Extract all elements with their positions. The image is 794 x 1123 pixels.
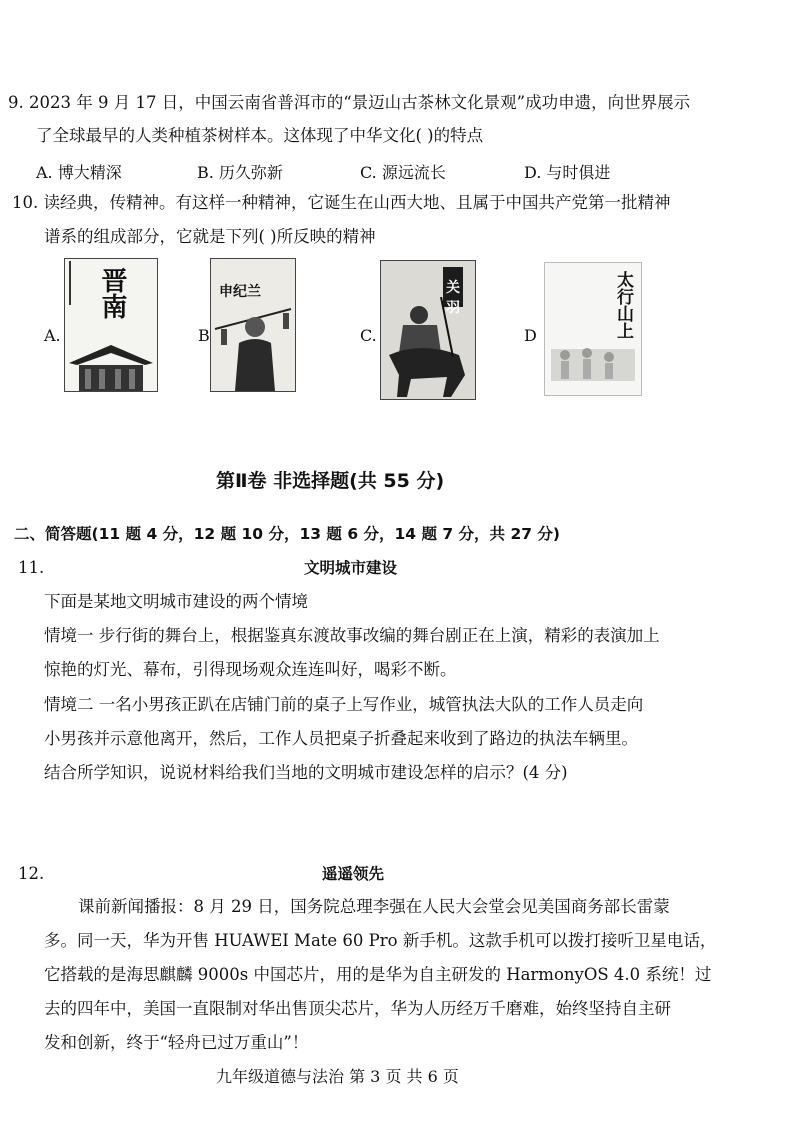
q9-option-b: B. 历久弥新 (197, 163, 283, 182)
q9-line1: 9. 2023 年 9 月 17 日，中国云南省普洱市的“景迈山古茶林文化景观”成功申遗，向世界展示 (8, 93, 691, 112)
soldiers-sketch-image (545, 333, 641, 395)
q11-question: 结合所学知识，说说材料给我们当地的文明城市建设怎样的启示？(4 分) (44, 763, 568, 782)
q9-option-d: D. 与时俱进 (524, 163, 611, 182)
q9-option-a: A. 博大精深 (36, 163, 122, 182)
q11-title: 文明城市建设 (304, 559, 398, 577)
q12-line3: 它搭载的是海思麒麟 9000s 中国芯片，用的是华为自主研发的 HarmonyOS 4.0 系统！过 (44, 965, 712, 984)
q10-line2: 谱系的组成部分，它就是下列( )所反映的精神 (44, 227, 376, 246)
warrior-on-horse-image (381, 297, 475, 399)
q12-line4: 去的四年中，美国一直限制对华出售顶尖芯片，华为人历经万千磨难，始终坚持自主研 (44, 999, 671, 1018)
q12-number: 12. (18, 864, 45, 883)
q9-option-c: C. 源远流长 (360, 163, 446, 182)
q10-line1: 10. 读经典，传精神。有这样一种精神，它诞生在山西大地、且属于中国共产党第一批精神 (12, 193, 671, 212)
temple-roof-image (65, 339, 157, 391)
book-cover-taihang (544, 262, 642, 396)
q9-line2: 了全球最早的人类种植茶树样本。这体现了中华文化( )的特点 (36, 126, 484, 145)
portrait-image (211, 303, 295, 391)
q10-option-c-label: C. (360, 326, 377, 345)
q12-title: 遥遥领先 (322, 865, 385, 883)
book-cover-guan-yu (380, 260, 476, 400)
q11-scenario2-line1: 情境二 一名小男孩正趴在店铺门前的桌子上写作业，城管执法大队的工作人员走向 (44, 695, 644, 714)
book-cover-jinnan (64, 258, 158, 392)
hanger-line (69, 261, 71, 305)
q11-intro: 下面是某地文明城市建设的两个情境 (44, 592, 308, 611)
q10-option-b-label: B (198, 326, 210, 345)
q12-line5: 发和创新，终于“轻舟已过万重山”！ (44, 1033, 309, 1052)
section2-title: 二、简答题(11 题 4 分，12 题 10 分，13 题 6 分，14 题 7 分，共 27 分) (14, 525, 560, 543)
q10-option-d-label: D (524, 326, 537, 345)
q11-scenario2-line2: 小男孩并示意他离开，然后，工作人员把桌子折叠起来收到了路边的执法车辆里。 (44, 729, 638, 748)
q10-option-a-label: A. (44, 326, 61, 345)
q11-number: 11. (18, 558, 45, 577)
q11-scenario1-line1: 情境一 步行街的舞台上，根据鉴真东渡故事改编的舞台剧正在上演，精彩的表演加上 (44, 626, 660, 645)
q11-scenario1-line2: 惊艳的灯光、幕布，引得现场观众连连叫好，喝彩不断。 (44, 660, 457, 679)
cover-title-taihang: 太行山上 (613, 271, 633, 339)
page-footer: 九年级道德与法治 第 3 页 共 6 页 (216, 1067, 459, 1086)
cover-title-guan-yu: 关羽 (446, 280, 460, 316)
q12-line2: 多。同一天，华为开售 HUAWEI Mate 60 Pro 新手机。这款手机可以拨打接听卫星电话， (44, 931, 717, 950)
q12-line1: 课前新闻播报：8 月 29 日，国务院总理李强在人民大会堂会见美国商务部长雷蒙 (78, 897, 670, 916)
cover-title-jinnan: 晋南 (97, 267, 127, 319)
book-cover-shen-jilan (210, 258, 296, 392)
part2-title: 第Ⅱ卷 非选择题(共 55 分) (216, 470, 445, 492)
cover-title-shen-jilan: 申纪兰 (219, 284, 261, 300)
